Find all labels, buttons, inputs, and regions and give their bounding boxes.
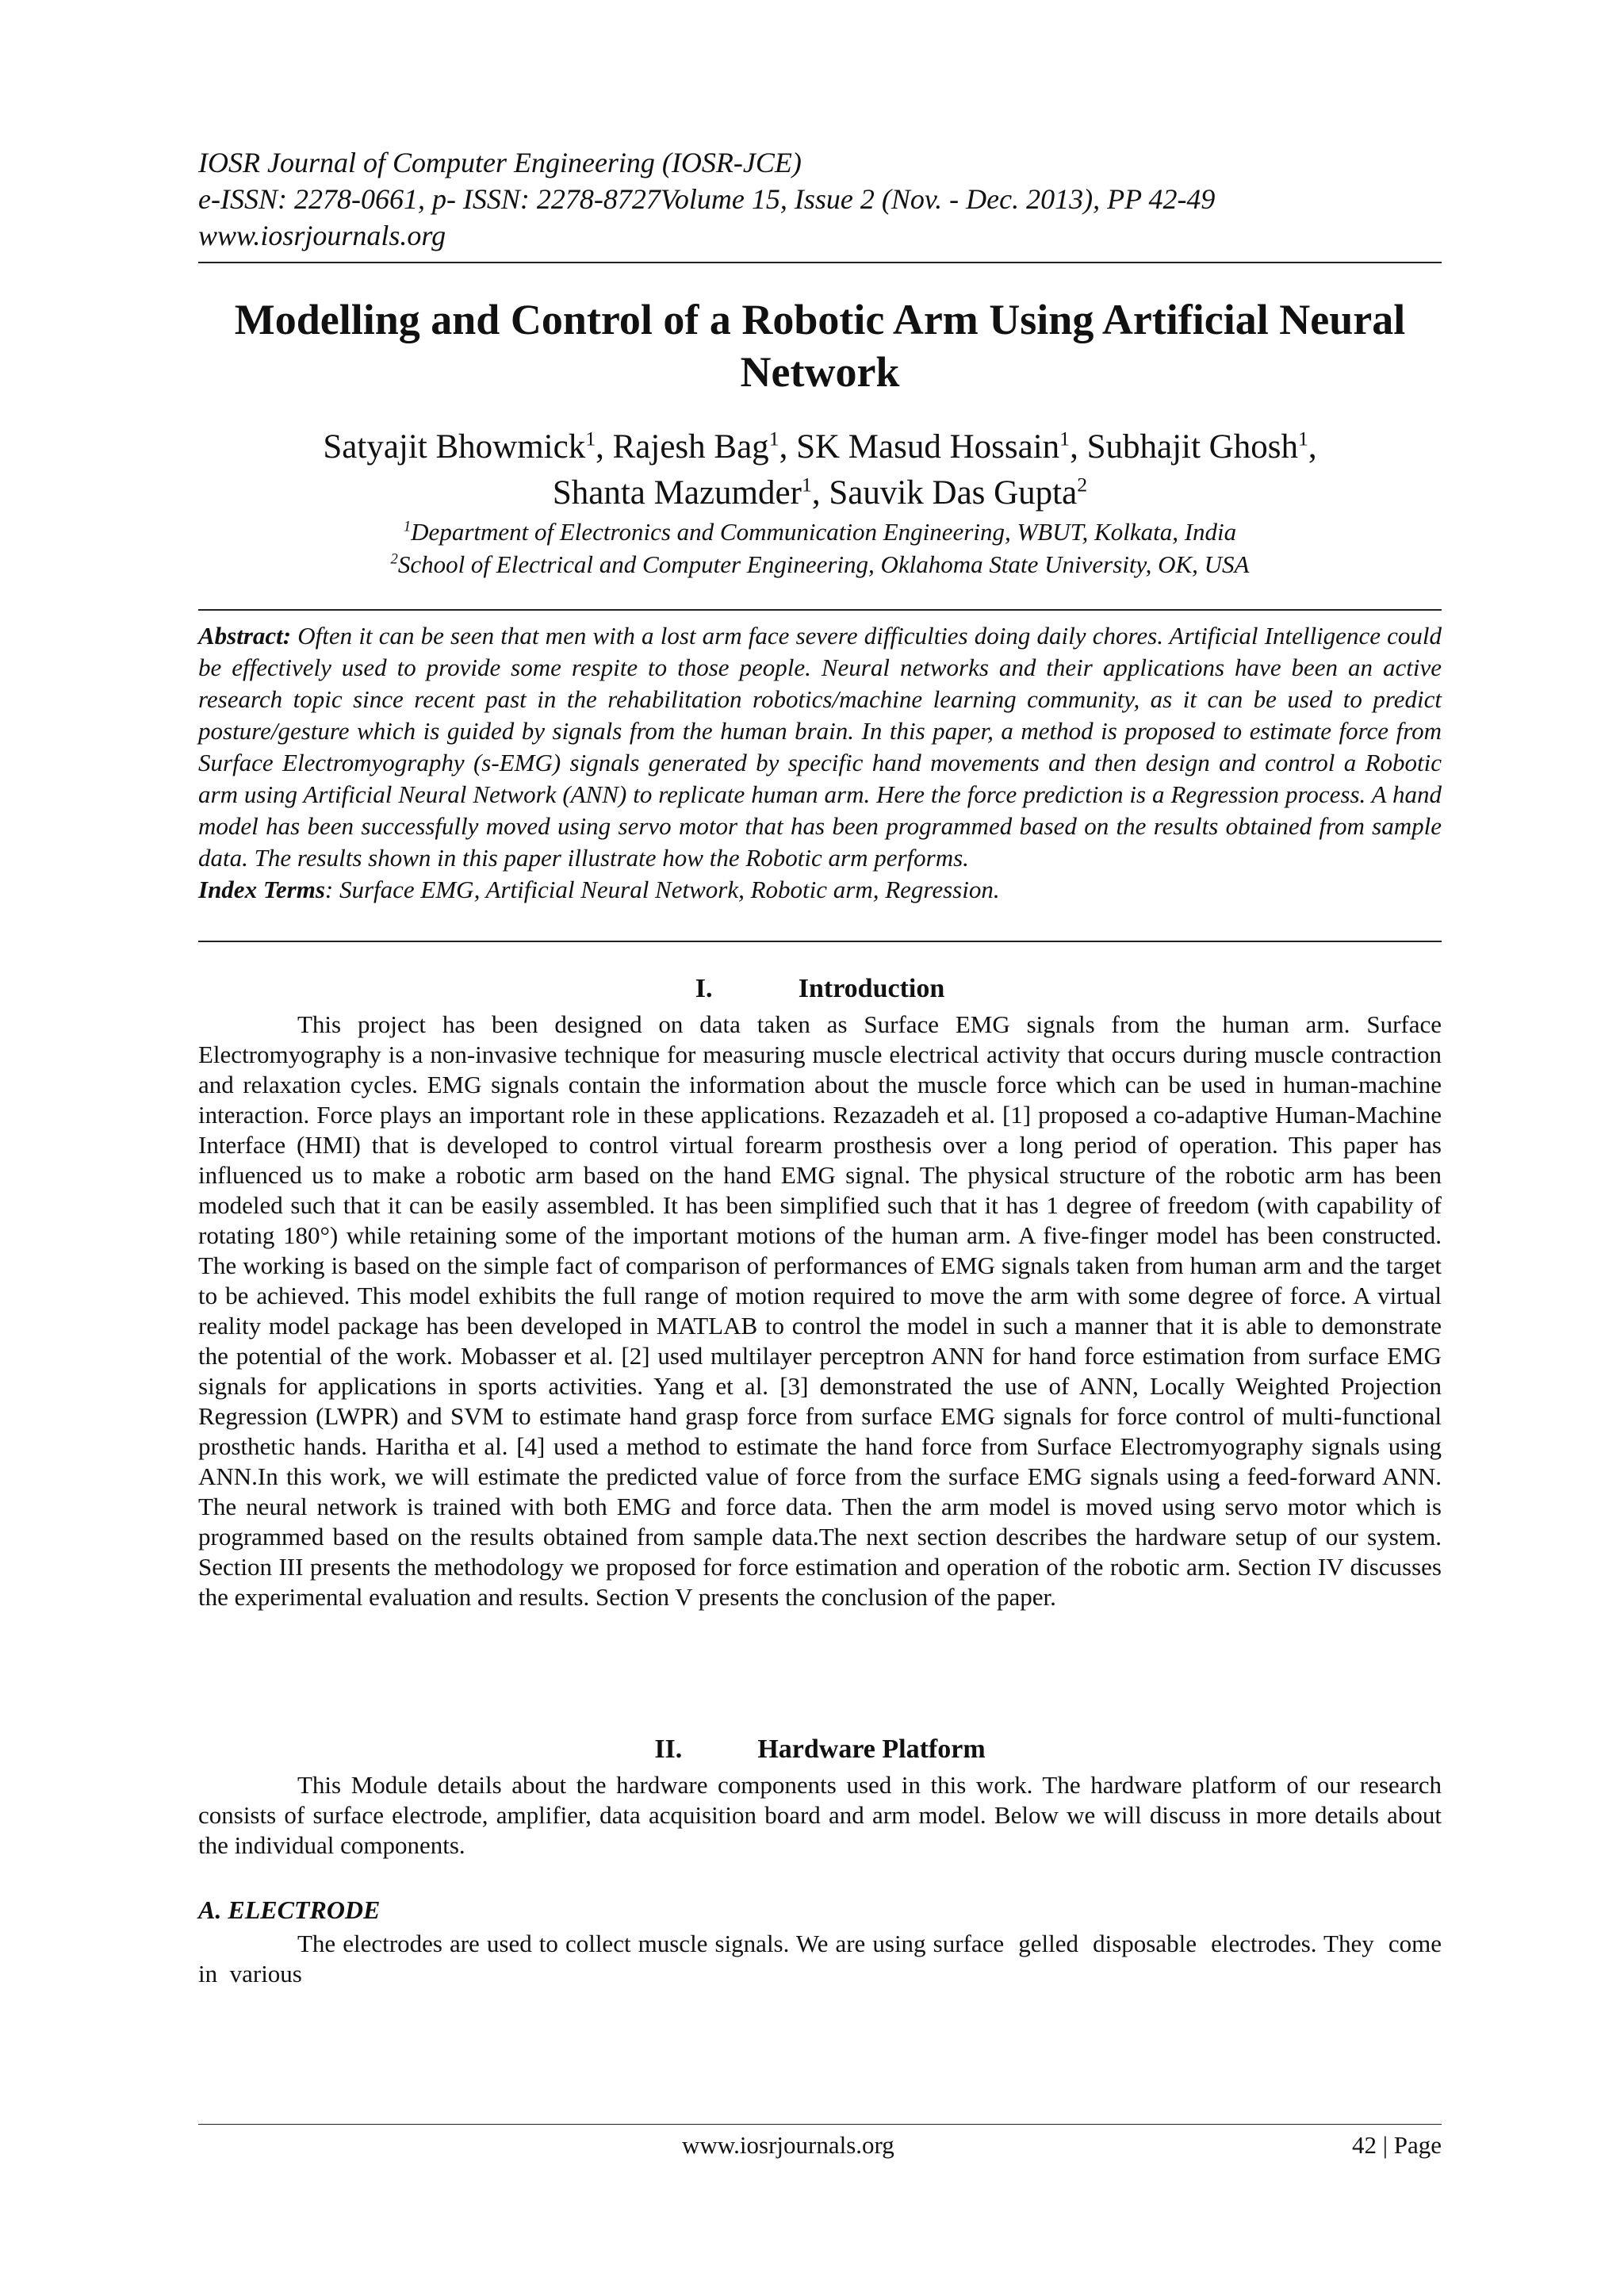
author-name: Subhajit Ghosh [1086, 428, 1298, 466]
author-affil-mark: 1 [585, 427, 596, 450]
issn-line: e-ISSN: 2278-0661, p- ISSN: 2278-8727Volume 15, Issue 2 (Nov. - Dec. 2013), PP 42-49 [198, 183, 1216, 215]
section-number: I. [695, 974, 713, 1003]
author-name: Satyajit Bhowmick [323, 428, 586, 466]
affiliations [198, 516, 1442, 581]
footer-website: www.iosrjournals.org [682, 2131, 894, 2159]
index-terms-text: : Surface EMG, Artificial Neural Network, Robotic arm, Regression. [324, 876, 1000, 903]
header-rule [198, 262, 1442, 263]
abstract-top-rule [198, 609, 1442, 611]
journal-name: IOSR Journal of Computer Engineering (IOSR-JCE) [198, 147, 802, 178]
affiliation: $^1$Department of Electronics and Communication Engineering, WBUT, Kolkata, India [403, 518, 1237, 546]
section-number: II. [654, 1734, 683, 1764]
author-affil-mark: 1 [801, 473, 812, 496]
author-name: SK Masud Hossain [796, 428, 1060, 466]
section-title: Hardware Platform [757, 1734, 986, 1764]
abstract [198, 620, 1442, 906]
paper-title: Modelling and Control of a Robotic Arm Using Artificial Neural Network [234, 296, 1406, 396]
page-number: 42 | Page [1352, 2131, 1442, 2159]
section-heading-introduction [198, 972, 1442, 1006]
author-affil-mark: 2 [1077, 473, 1088, 496]
electrode-paragraph: The electrodes are used to collect muscle signals. We are using surface gelled disposable electrodes. They come in various [198, 1930, 1461, 1987]
author-name: Rajesh Bag [612, 428, 769, 466]
author-name: Sauvik Das Gupta [829, 474, 1078, 512]
abstract-text: Often it can be seen that men with a lost arm face severe difficulties doing daily chores. Artificial Intelligence could be effectively used to provide some respite to those people. Neural networks and their applications have been an active research topic since recent past in the rehabilitation robotics/machine learning community, as it can be used to predict posture/gesture which is guided by signals from the human brain. In this paper, a method is proposed to estimate force from Surface Electromyography (s-EMG) signals generated by specific hand movements and then design and control a Robotic arm using Artificial Neural Network (ANN) to replicate human arm. Here the force prediction is a Regression process. A hand model has been successfully moved using servo motor that has been programmed based on the results obtained from sample data. The results shown in this paper illustrate how the Robotic arm performs. [198, 622, 1442, 872]
introduction-paragraph: This project has been designed on data taken as Surface EMG signals from the human arm. Surface Electromyography is a non-invasive technique for measuring muscle electrical activity that occurs during muscle contraction and relaxation cycles. EMG signals contain the information about the muscle force which can be used in human-machine interaction. Force plays an important role in these applications. Rezazadeh et al. [1] proposed a co-adaptive Human-Machine Interface (HMI) that is developed to control virtual forearm prosthesis over a long period of operation. This paper has influenced us to make a robotic arm based on the hand EMG signal. The physical structure of the robotic arm has been modeled such that it can be easily assembled. It has been simplified such that it has 1 degree of freedom (with capability of rotating 180°) while retaining some of the important motions of the human arm. A five-finger model has been constructed. The working is based on the simple fact of comparison of performances of EMG signals taken from human arm and the target to be achieved. This model exhibits the full range of motion required to move the arm with some degree of force. A virtual reality model package has been developed in MATLAB to control the model in such a manner that it is able to demonstrate the potential of the work. Mobasser et al. [2] used multilayer perceptron ANN for hand force estimation from surface EMG signals for applications in sports activities. Yang et al. [3] demonstrated the use of ANN, Locally Weighted Projection Regression (LWPR) and SVM to estimate hand grasp force from surface EMG signals for force control of multi-functional prosthetic hands. Haritha et al. [4] used a method to estimate the hand force from Surface Electromyography signals using ANN.In this work, we will estimate the predicted value of force from the surface EMG signals using a feed-forward ANN. The neural network is trained with both EMG and force data. Then the arm model is moved using servo motor which is programmed based on the results obtained from sample data.The next section describes the hardware setup of our system. Section III presents the methodology we proposed for force estimation and operation of the robotic arm. Section IV discusses the experimental evaluation and results. Section V presents the conclusion of the paper. [198, 1010, 1442, 1611]
subsection-heading-electrode: A. ELECTRODE [198, 1895, 381, 1924]
author-list: Satyajit Bhowmick$^1$, Rajesh Bag$^1$, SK Masud Hossain$^1$, Subhajit Ghosh$^1$, Shanta Mazumder$^1$, Sauvik Das Gupta$^2$ [323, 427, 1317, 512]
author-affil-mark: 1 [768, 427, 779, 450]
author-affil-mark: 1 [1297, 427, 1308, 450]
index-terms-label: Index Terms [198, 876, 325, 903]
abstract-bottom-rule [198, 941, 1442, 942]
section-title: Introduction [798, 974, 945, 1003]
header-website: www.iosrjournals.org [198, 220, 446, 251]
author-name: Shanta Mazumder [552, 474, 802, 512]
hardware-paragraph: This Module details about the hardware components used in this work. The hardware platform of our research consists of surface electrode, amplifier, data acquisition board and arm model. Below we will discuss in more details about the individual components. [198, 1771, 1442, 1859]
author-affil-mark: 1 [1059, 427, 1071, 450]
footer-rule [198, 2124, 1442, 2125]
section-heading-hardware [198, 1733, 1442, 1766]
abstract-label: Abstract: [198, 622, 292, 650]
affiliation: $^2$School of Electrical and Computer Engineering, Oklahoma State University, OK, USA [390, 550, 1250, 578]
